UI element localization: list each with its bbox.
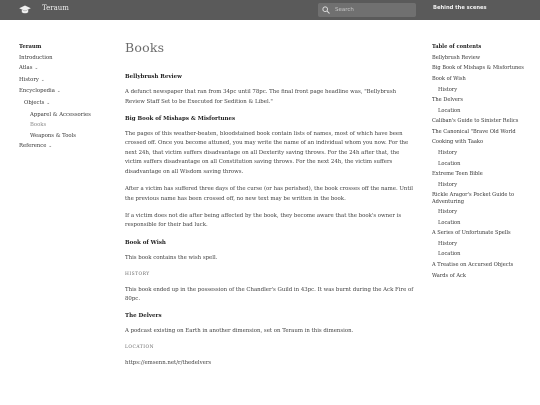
paragraph: A defunct newspaper that ran from 34pc until 78pc. The final front page headline was, "Bellybrush Review Staff Set to be Executed for Sedition & Libel.": [125, 89, 397, 105]
subsection-label: HISTORY: [125, 271, 150, 277]
article-body: [125, 73, 415, 369]
chevron-down-icon[interactable]: ⌄: [56, 89, 61, 95]
graduation-cap-icon[interactable]: [19, 5, 31, 15]
paragraph: This book ended up in the possession of the Chandler's Guild in 43pc. It was burnt during the Ack Fire of 80pc.: [125, 286, 414, 303]
paragraph[interactable]: https://emsenn.net/r/thedelvers: [125, 360, 212, 367]
toc-list: [432, 53, 527, 281]
toc-item[interactable]: History: [438, 240, 458, 247]
paragraph: This book contains the wish spell.: [125, 254, 218, 261]
chevron-down-icon[interactable]: ⌄: [46, 100, 51, 106]
nav-item-label: Introduction: [19, 54, 53, 61]
nav-item-introduction[interactable]: [19, 53, 111, 64]
search-input[interactable]: [335, 5, 411, 15]
toc-item[interactable]: The Canonical "Brave Old World: [432, 128, 516, 135]
nav-item-history[interactable]: [19, 75, 111, 87]
toc-item[interactable]: Book of Wish: [432, 75, 466, 82]
toc-item[interactable]: Bellybrush Review: [432, 54, 481, 61]
toc-item[interactable]: History: [438, 149, 458, 156]
nav-item-objects[interactable]: [19, 98, 111, 110]
nav-item-apparel-accessories[interactable]: [19, 110, 111, 121]
left-navigation: [19, 42, 111, 153]
toc-item[interactable]: Location: [438, 160, 461, 167]
toc-item[interactable]: Caliban's Guide to Sinister Relics: [432, 118, 519, 125]
nav-item-reference[interactable]: [19, 141, 111, 153]
section-heading: Bellybrush Review: [125, 74, 182, 80]
nav-item-encyclopedia[interactable]: [19, 86, 111, 98]
toc-item[interactable]: History: [438, 209, 458, 216]
toc-item[interactable]: The Delvers: [432, 97, 463, 104]
toc-item[interactable]: Location: [438, 107, 461, 114]
nav-item-label: Reference: [19, 143, 47, 150]
paragraph: A podcast existing on Earth in another dimension, set on Teraum in this dimension.: [125, 328, 354, 335]
toc-item[interactable]: History: [438, 181, 458, 188]
section-heading: Book of Wish: [125, 239, 166, 246]
paragraph: If a victim does not die after being affected by the book, they become aware that the book's owner is responsible for their bad luck.: [125, 212, 402, 229]
paragraph: After a victim has suffered three days of the curse (or has perished), the book crosses off the name. Until the previous name has been crossed off, no new text may be written in the book.: [125, 186, 413, 202]
toc-item[interactable]: Location: [438, 219, 461, 226]
behind-the-scenes-link[interactable]: Behind the scenes: [433, 5, 487, 11]
nav-item-teraum[interactable]: [19, 42, 111, 53]
table-of-contents: [432, 42, 527, 281]
chevron-down-icon[interactable]: ⌄: [48, 144, 53, 150]
chevron-down-icon[interactable]: ⌄: [40, 77, 45, 83]
main-content: [125, 40, 415, 377]
site-title[interactable]: Teraum: [42, 4, 69, 12]
toc-item[interactable]: Location: [438, 251, 461, 258]
nav-item-label: Weapons & Tools: [30, 132, 77, 139]
toc-item[interactable]: Cooking with Taako: [432, 139, 484, 146]
toc-title: Table of contents: [432, 44, 482, 50]
toc-item[interactable]: Big Book of Mishaps & Misfortunes: [432, 65, 524, 72]
nav-item-label: Encyclopedia: [19, 88, 55, 95]
chevron-down-icon[interactable]: ⌄: [34, 66, 39, 72]
nav-item-atlas[interactable]: [19, 63, 111, 75]
toc-item[interactable]: History: [438, 86, 458, 93]
toc-item[interactable]: Wards of Ack: [432, 272, 466, 279]
toc-item[interactable]: Rickle Aragor's Pocket Guide to Adventuring: [432, 192, 515, 205]
top-bar: [0, 0, 540, 20]
nav-item-label: Atlas: [19, 65, 33, 72]
nav-item-label: Objects: [24, 99, 45, 106]
nav-item-label: Apparel & Accessories: [30, 111, 91, 118]
subsection-label: LOCATION: [125, 345, 154, 351]
toc-item[interactable]: A Series of Unfortunate Spells: [432, 230, 511, 237]
paragraph: The pages of this weather-beaten, bloodstained book contain lists of names, most of which have been crossed off. Once you become attuned, you may write the name of an individual whom you now. For the next 24h, that victim suffers disadvantage on all Dexterity saving throws. For the 24h after that, the victim suffers disadvantage on all Constitution saving throws. For the next 24h, the victim suffers disadvantage on all Wisdom saving throws.: [125, 130, 409, 176]
search-box[interactable]: [318, 3, 416, 17]
section-heading: Big Book of Mishaps & Misfortunes: [125, 115, 236, 122]
search-icon: [322, 6, 330, 14]
nav-item-weapons-tools[interactable]: [19, 131, 111, 142]
section-heading: The Delvers: [125, 313, 162, 320]
page-title: Books: [125, 40, 165, 55]
toc-item[interactable]: A Treatise on Accursed Objects: [432, 261, 514, 268]
toc-item[interactable]: Extreme Teen Bible: [432, 171, 483, 178]
nav-item-label: Books: [30, 122, 47, 129]
nav-item-label: History: [19, 76, 39, 83]
nav-item-books[interactable]: [19, 120, 111, 131]
nav-item-label: Teraum: [19, 44, 42, 50]
